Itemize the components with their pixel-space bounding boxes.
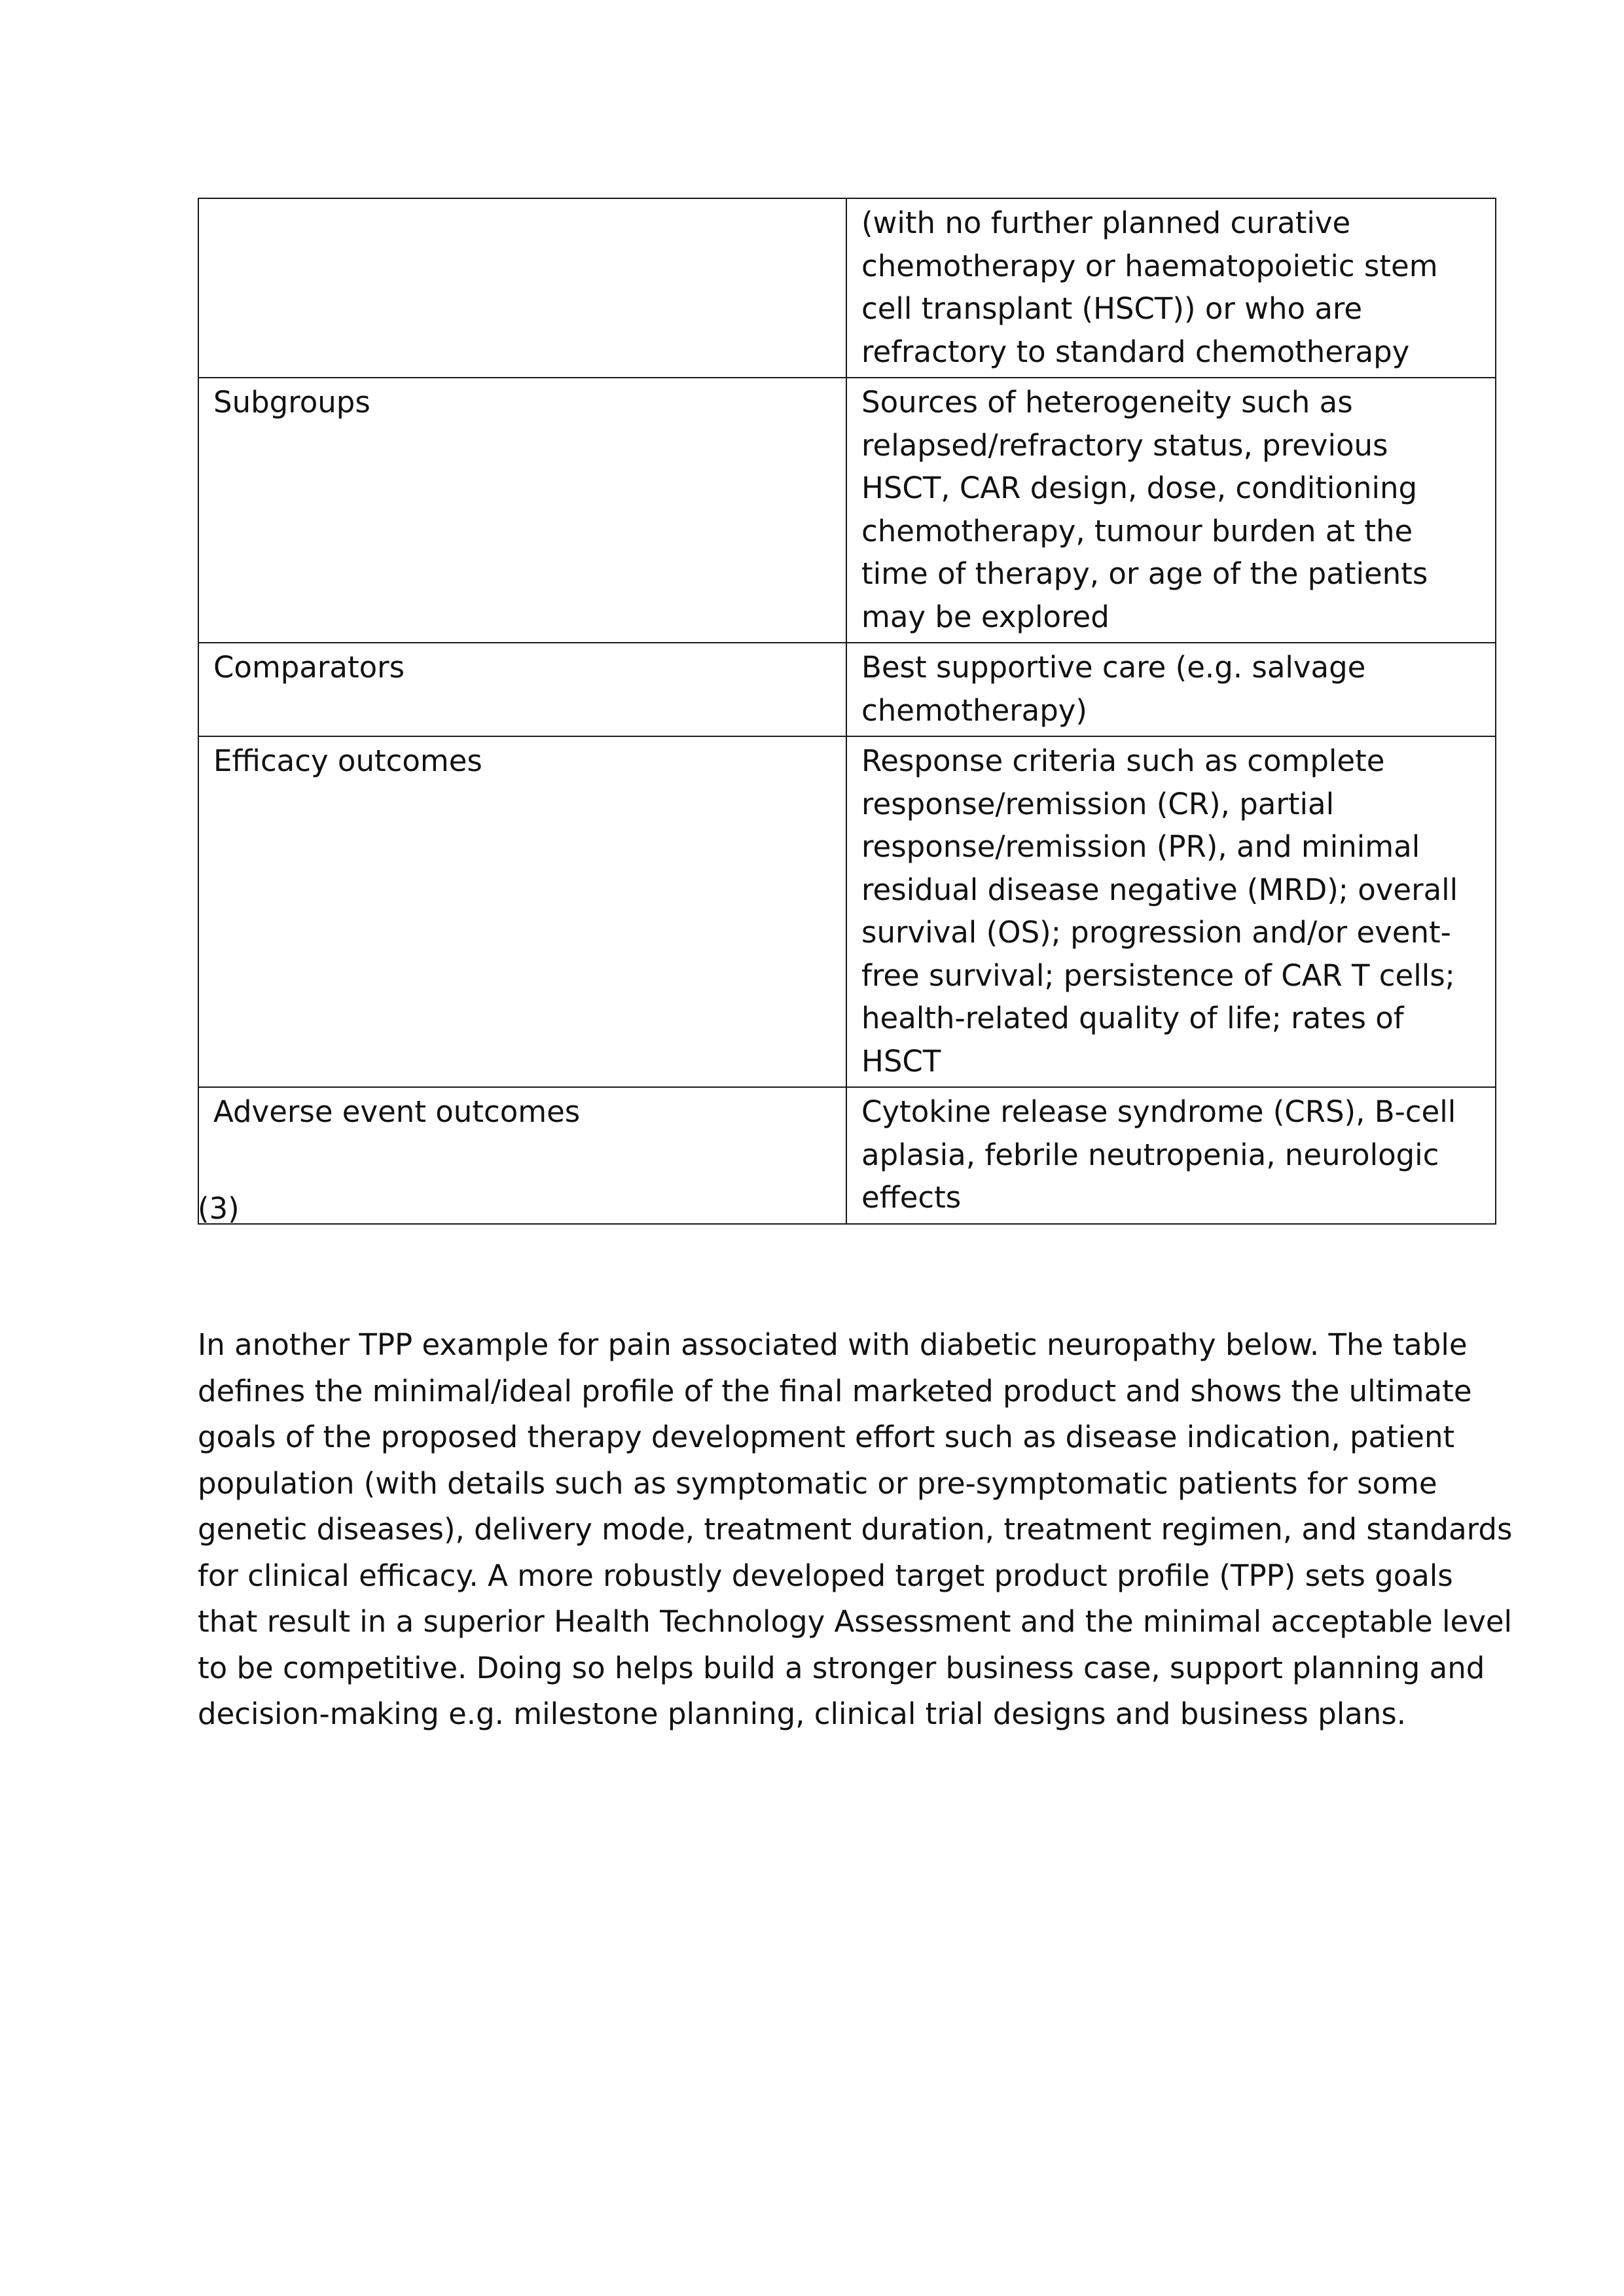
cell-line: health-related quality of life; rates of: [861, 1001, 1404, 1035]
paragraph-line: for clinical efficacy. A more robustly developed target product profile (TPP) sets goals: [198, 1558, 1453, 1593]
table-row: [198, 198, 1496, 378]
paragraph-line: to be competitive. Doing so helps build a stronger business case, support planning and: [198, 1650, 1485, 1685]
table-row: [198, 736, 1496, 1087]
tpp-table-body: [198, 198, 1496, 1224]
tpp-table-container: [198, 198, 1458, 1225]
cell-line: chemotherapy): [861, 692, 1087, 728]
table-cell-description: [846, 198, 1496, 378]
row-label: Adverse event outcomes: [213, 1094, 581, 1129]
table-cell-label: [198, 198, 846, 378]
row-label: Subgroups: [213, 385, 370, 420]
cell-line: free survival; persistence of CAR T cells;: [861, 958, 1455, 993]
table-cell-label: [198, 378, 846, 643]
paragraph-line: genetic diseases), delivery mode, treatment duration, treatment regimen, and standards: [198, 1512, 1513, 1547]
paragraph-line: defines the minimal/ideal profile of the final marketed product and shows the ultimate: [198, 1373, 1472, 1408]
cell-line: time of therapy, or age of the patients: [861, 556, 1428, 591]
table-cell-label: [198, 1087, 846, 1224]
cell-line: HSCT, CAR design, dose, conditioning: [861, 471, 1418, 505]
body-paragraph: [198, 1322, 1513, 1738]
paragraph-line: population (with details such as symptomatic or pre-symptomatic patients for some: [198, 1465, 1437, 1501]
cell-line: may be explored: [861, 599, 1110, 634]
paragraph-line: In another TPP example for pain associated with diabetic neuropathy below. The table: [198, 1327, 1468, 1362]
cell-line: Best supportive care (e.g. salvage: [861, 650, 1366, 685]
cell-line: Cytokine release syndrome (CRS), B-cell: [861, 1094, 1456, 1129]
cell-line: response/remission (PR), and minimal: [861, 829, 1420, 864]
cell-line: cell transplant (HSCT)) or who are: [861, 291, 1363, 326]
cell-line: HSCT: [861, 1043, 941, 1079]
tpp-table: [198, 198, 1496, 1225]
table-cell-label: [198, 736, 846, 1087]
cell-line: response/remission (CR), partial: [861, 786, 1335, 821]
paragraph-line: that result in a superior Health Technology Assessment and the minimal acceptable level: [198, 1604, 1513, 1639]
cell-line: relapsed/refractory status, previous: [861, 427, 1388, 463]
cell-line: refractory to standard chemotherapy: [861, 334, 1410, 369]
row-label: Efficacy outcomes: [213, 744, 482, 778]
cell-line: (with no further planned curative: [861, 206, 1351, 240]
table-row: [198, 1087, 1496, 1224]
paragraph-line: decision-making e.g. milestone planning, clinical trial designs and business plans.: [198, 1696, 1407, 1731]
table-cell-description: [846, 643, 1496, 736]
paragraph-line: goals of the proposed therapy development effort such as disease indication, patient: [198, 1420, 1455, 1454]
table-cell-description: [846, 378, 1496, 643]
reference-citation: (3): [198, 1191, 240, 1226]
table-cell-label: [198, 643, 846, 736]
table-cell-description: [846, 1087, 1496, 1224]
cell-line: Response criteria such as complete: [861, 744, 1385, 778]
table-row: [198, 378, 1496, 643]
table-row: [198, 643, 1496, 736]
cell-line: residual disease negative (MRD); overall: [861, 872, 1458, 907]
table-cell-description: [846, 736, 1496, 1087]
cell-line: Sources of heterogeneity such as: [861, 385, 1353, 420]
row-label: Comparators: [213, 650, 405, 685]
cell-line: effects: [861, 1180, 962, 1215]
cell-line: chemotherapy or haematopoietic stem: [861, 248, 1438, 283]
cell-line: aplasia, febrile neutropenia, neurologic: [861, 1137, 1439, 1172]
cell-line: chemotherapy, tumour burden at the: [861, 513, 1413, 548]
cell-line: survival (OS); progression and/or event-: [861, 915, 1451, 950]
